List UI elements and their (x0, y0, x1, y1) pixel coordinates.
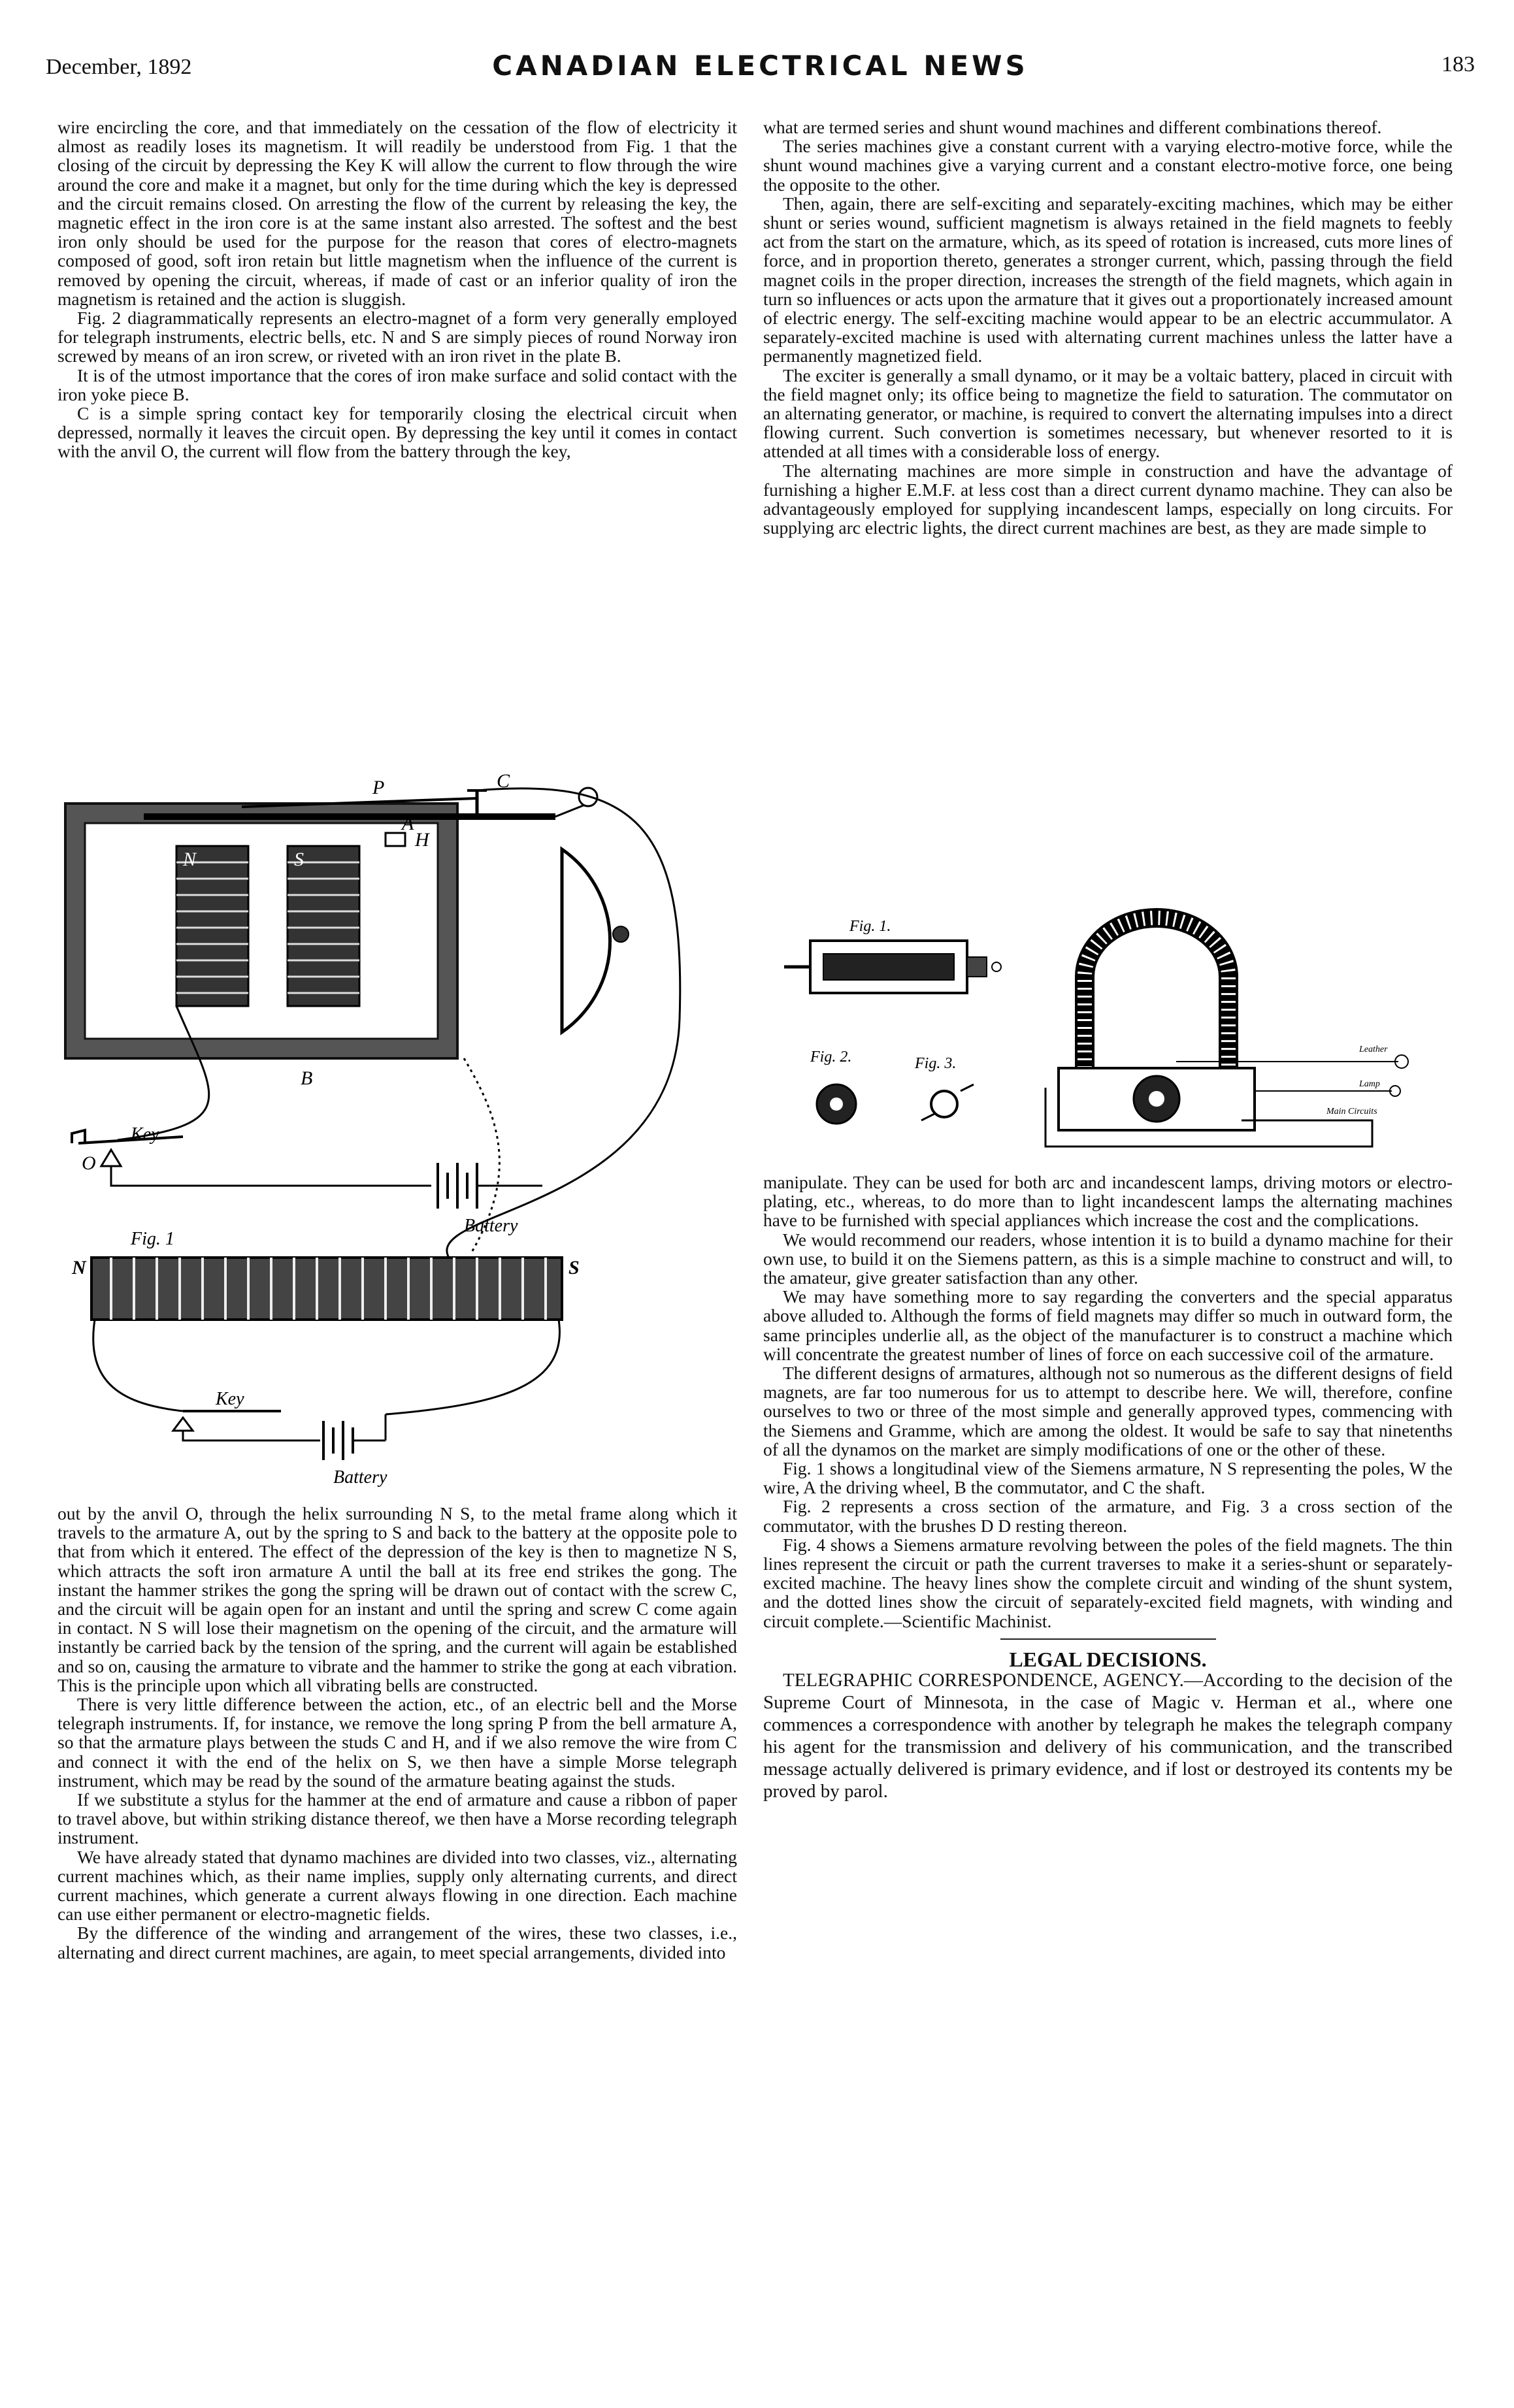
left-column-bottom (58, 1504, 737, 1962)
paragraph: The alternating machines are more simple in construction and have the advantage of furnishing a higher E.M.F. at less cost than a direct current dynamo machine. They can also be advantageously employed for supplying incandescent lamps, especially on long circuits. For supplying arc electric lights, the direct current machines are best, as they are made simple to (763, 460, 1453, 538)
label-c: C (497, 770, 510, 792)
fig3-caption: Fig. 3. (915, 1055, 957, 1072)
section-divider (1000, 1638, 1216, 1640)
right-column-top (763, 118, 1453, 537)
paragraph: If we substitute a stylus for the hammer at the end of armature and cause a ribbon of paper to travel above, but within striking distance thereof, we then have a Morse recording telegraph instrument. (58, 1789, 737, 1848)
paragraph: what are termed series and shunt wound machines and different combinations thereof. (763, 117, 1382, 137)
label-h: H (415, 829, 429, 851)
commutator (967, 957, 987, 977)
paragraph: We may have something more to say regarding the converters and the special apparatus above alluded to. Although the forms of field magnets may differ so much in outward form, the same principles underlie all, as the object of the manufacturer is to construct a machine which will concentrate the greatest number of lines of force on each successive coil of the armature. (763, 1286, 1453, 1364)
label-anvil: O (82, 1152, 96, 1174)
paragraph: C is a simple spring contact key for temporarily closing the electrical circuit when depressed, normally it leaves the circuit open. By depressing the key until it comes in contact with the anvil O, the current will flow from the battery through the key, (58, 403, 737, 462)
main-circuits-label: Main Circuits (1326, 1107, 1377, 1116)
commutator-cross-section (931, 1091, 957, 1117)
label-p: P (372, 777, 385, 798)
electric-bell-diagram (46, 758, 738, 1496)
right-column-bottom (763, 1173, 1453, 1802)
frame (85, 823, 438, 1039)
fig1-right-caption: Fig. 1. (849, 918, 891, 935)
electric-bell-figure (46, 758, 738, 1496)
legal-decision-paragraph: TELEGRAPHIC CORRESPONDENCE, AGENCY.—According to the decision of the Supreme Court of Minnesota, in the case of Magic v. Herman et al., where one commences a correspondence with another by telegraph he makes the telegraph company his agent for the transmission and delivery of his communication, and the transcribed message actually delivered is primary evidence, and if lost or destroyed its contents my be proved by parol. (763, 1670, 1453, 1802)
fig1-battery (323, 1421, 353, 1460)
legal-decisions-heading: LEGAL DECISIONS. (1009, 1647, 1207, 1671)
issue-date: December, 1892 (46, 55, 192, 79)
paragraph: Fig. 1 shows a longitudinal view of the Siemens armature, N S representing the poles, W the wire, A the driving wheel, B the commutator, and C the shaft. (763, 1458, 1453, 1498)
label-battery: Battery (464, 1216, 518, 1236)
label-b: B (301, 1067, 313, 1089)
paragraph: Fig. 2 diagrammatically represents an electro-magnet of a form very generally employed for telegraph instruments, electric bells, etc. N and S are simply pieces of round Norway iron screwed by means of an iron screw, or riveted with an iron rivet in the plate B. (58, 308, 737, 366)
masthead-title: CANADIAN ELECTRICAL NEWS (492, 50, 1029, 82)
left-column-top (58, 118, 737, 461)
paragraph: manipulate. They can be used for both arc and incandescent lamps, driving motors or electro-plating, etc., whereas, to do more than to light incandescent lamps the alternating machines have to be furnished with special appliances which increase the cost and the complications. (763, 1172, 1453, 1231)
label-n: N (183, 849, 197, 870)
paragraph: There is very little difference between the action, etc., of an electric bell and the Morse telegraph instruments. If, for instance, we remove the long spring P from the bell armature A, so that the armature plays between the studs C and H, and if we also remove the wire from C and connect it with the end of the helix on S, we then have a simple Morse telegraph instrument, which may be read by the sound of the armature beating against the studs. (58, 1694, 737, 1791)
label-key: Key (131, 1124, 159, 1145)
leather-label: Leather (1359, 1045, 1388, 1054)
lamp-label: Lamp (1359, 1079, 1380, 1089)
anvil (101, 1150, 121, 1166)
page-header (46, 46, 1475, 91)
paragraph: We would recommend our readers, whose intention it is to build a dynamo machine for their own use, to build it on the Siemens pattern, as this is a simple machine to construct and will, to the amateur, give greater satisfaction than any other. (763, 1229, 1453, 1288)
paragraph: out by the anvil O, through the helix surrounding N S, to the metal frame along which it travels to the armature A, out by the spring to S and back to the battery at the opposite pole to that from which it entered. The effect of the depression of the key is then to magnetize N S, which attracts the soft iron armature A until the ball at its free end strikes the gong. The instant the hammer strikes the gong the spring will be drawn out of contact with the screw C, and the circuit will be again open for an instant and until the spring and screw C come again in contact. N S will lose their magnetism on the opening of the circuit, and the armature will instantly be carried back by the tension of the spring, and the current will again be established and so on, causing the armature to vibrate and the hammer to strike the gong at each vibration. This is the principle upon which all vibrating bells are constructed. (58, 1503, 737, 1695)
page-number: 183 (1441, 52, 1475, 76)
paragraph: The different designs of armatures, although not so numerous as the different designs of field magnets, are far too numerous for us to attempt to describe here. We will, therefore, confine ourselves to two or three of the most simple and generally approved types, commencing with the Siemens and Gramme, which are among the oldest. It would be safe to say that ninetenths of all the dynamos on the market are simply modifications of one or the other of these. (763, 1363, 1453, 1459)
siemens-armature-diagram (771, 905, 1444, 1163)
paragraph: It is of the utmost importance that the cores of iron make surface and solid contact with the iron yoke piece B. (58, 365, 737, 404)
fig4-caption: Fig. 4. (1137, 911, 1179, 928)
paragraph: The exciter is generally a small dynamo, or it may be a voltaic battery, placed in circuit with the field magnet only; its office being to magnetize the field to saturation. The commutator on an alternating generator, or machine, is required to convert the alternating impulses into a direct flowing current. Such convertion is sometimes necessary, but whenever resorted to it is attended at all times with a considerable loss of energy. (763, 365, 1453, 462)
fig1-helix (91, 1258, 562, 1320)
fig1-label-battery: Battery (333, 1467, 387, 1488)
fig1-label-s: S (568, 1257, 580, 1278)
key-knob (72, 1130, 85, 1143)
fig2-caption: Fig. 2. (810, 1049, 852, 1066)
paragraph: Then, again, there are self-exciting and separately-exciting machines, which may be either shunt or series wound, sufficient magnetism is always retained in the field magnets to feebly act from the start on the armature, which, as its speed of rotation is increased, cuts more lines of force, and in proportion thereto, generates a stronger current, which, passing through the field magnet coils in the proper direction, increases the strength of the field magnets, which again in turn so influences or acts upon the armature that it gives out a proportionately increased amount of electric energy. The self-exciting machine would appear to be an electric accummulator. A separately-excited machine is used with alternating current machines unless the latter have a permanently magnetized field. (763, 193, 1453, 366)
fig1-caption: Fig. 1 (131, 1229, 174, 1249)
paragraph: By the difference of the winding and arrangement of the wires, these two classes, i.e., alternating and direct current machines, are again, to meet special arrangements, divided into (58, 1923, 737, 1962)
fig1-label-n: N (72, 1257, 86, 1278)
siemens-armature-figure (771, 905, 1444, 1163)
paragraph: wire encircling the core, and that immediately on the cessation of the flow of electricity it almost as readily loses its magnetism. It will readily be understood from Fig. 1 that the closing of the circuit by depressing the Key K will allow the current to flow through the wire around the core and make it a magnet, but only for the time during which the key is depressed and the circuit remains closed. On arresting the flow of the current by releasing the key, the magnetic effect in the iron core is at the same instant also arrested. The softest and the best iron only should be used for the purpose for the reason that cores of electro-magnets composed of good, soft iron retain but little magnetism when the influence of the current is removed by opening the circuit, whereas, if made of cast or an inferior quality of iron the magnetism is retained and the action is sluggish. (58, 117, 737, 309)
battery (438, 1163, 477, 1209)
fig1-label-key: Key (216, 1389, 244, 1409)
label-a: A (402, 813, 414, 834)
gong (562, 849, 610, 1032)
paragraph: Fig. 4 shows a Siemens armature revolving between the poles of the field magnets. The thin lines represent the circuit or path the current traverses to make it a series-shunt or separately-excited machine. The heavy lines show the complete circuit and winding of the shunt system, and the dotted lines show the circuit of separately-excited field magnets, with winding and circuit complete.—Scientific Machinist. (763, 1534, 1453, 1631)
label-s: S (294, 849, 304, 870)
paragraph: The series machines give a constant current with a varying electro-motive force, while the shunt wound machines give a varying current and a constant electro-motive force, one being the opposite to the other. (763, 136, 1453, 195)
paragraph: Fig. 2 represents a cross section of the armature, and Fig. 3 a cross section of the commutator, with the brushes D D resting thereon. (763, 1496, 1453, 1536)
paragraph: We have already stated that dynamo machines are divided into two classes, viz., alternating current machines which, as their name implies, supply only alternating currents, and direct current machines, which generate a current always flowing in one direction. Each machine can use either permanent or electro-magnetic fields. (58, 1846, 737, 1925)
